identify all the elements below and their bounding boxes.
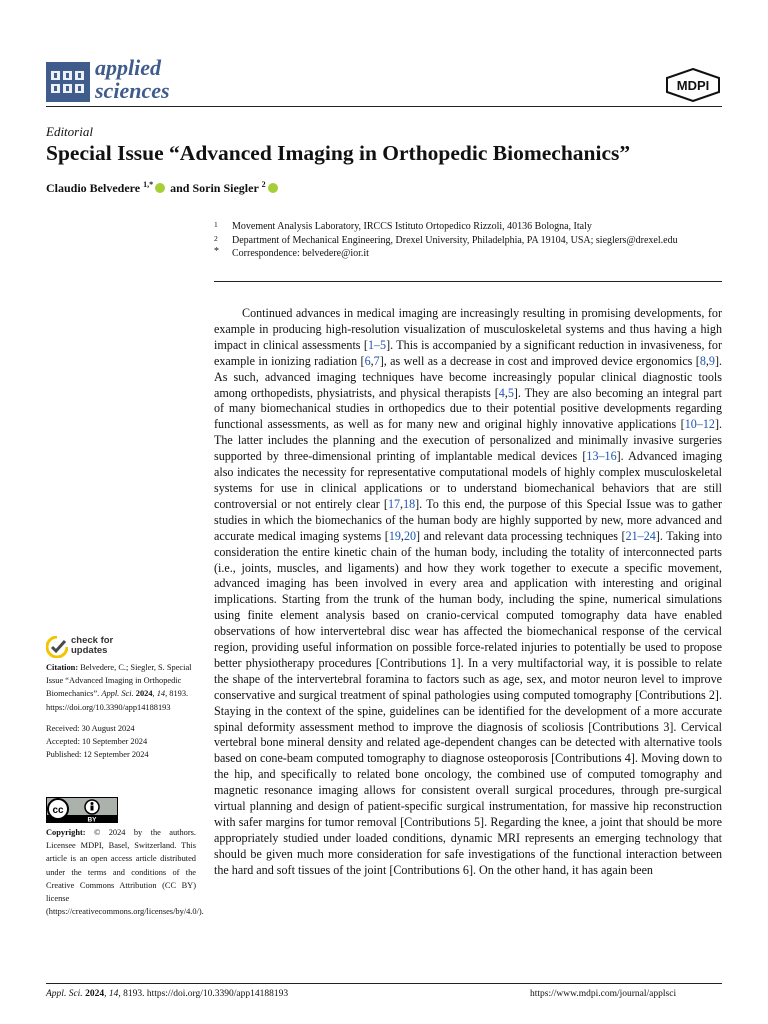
citation-doi[interactable]: , 8193. https://doi.org/10.3390/app14188193 xyxy=(46,689,189,712)
reference-link[interactable]: 20 xyxy=(403,528,417,543)
publisher-name: MDPI xyxy=(676,78,710,93)
header-divider xyxy=(46,106,722,107)
citation xyxy=(46,661,196,714)
affiliation-row xyxy=(214,220,734,234)
reference-link[interactable]: 17 xyxy=(387,496,401,511)
copyright-label: Copyright: xyxy=(46,828,86,837)
body-text-segment: ] and relevant data processing techniques [ xyxy=(416,528,626,543)
affiliation-mark: 1 xyxy=(214,220,218,229)
body-divider xyxy=(214,281,722,282)
body-text-segment: ]. As such, advanced imaging techniques have become increasingly popular clinical diagnostic tools among orthopedists, physiatrists, and physical therapists [ xyxy=(214,353,722,400)
article-title: Special Issue “Advanced Imaging in Orthopedic Biomechanics” xyxy=(46,141,631,165)
body-text-segment: ]. Taking into consideration the entire kinetic chain of the human body, including the totality of interconnected parts (i.e., joints, muscles, and ligaments) and how they work together to execute a specific movement, advanced imaging has been involved in every area and application with interesting and original implications. Starting from the trunk of the human body, including the spine, numerical simulations using finite element analysis based on cranio-cervical computed tomography data have enabled observations of how intervertebral disc wear has affected the biomechanical response of the cervical region, providing useful information on possible force-related injuries to potentially be used to propose better physiotherapy procedures [Contributions 1]. In a very multifactorial way, it is possible to relate the shape of the intervertebral foramina to factors such as age, sex, and motor neuron level to improve conservative and surgical treatment of spinal pathologies using computed tomography [Contributions 2]. Staying in the context of the spine, guidelines can be identified for the development of a more accurate spinal deformity assessment method to improve the diagnosis of scoliosis [Contributions 3]. Cervical vertebral bone mineral density and related age-dependent changes can be detected with alternative tools based on cone-beam computed tomography to diagnose osteoporosis [Contributions 4]. Moving down to the hip, and specifically to related bone oncology, the combined use of computed tomography and magnetic resonance imaging allows for consistent overall surgical procedures, through pre-surgical virtual planning and design of patient-specific surgical instrumentation, for massive hip reconstruction with safer margins for tumor removal [Contributions 5]. Regarding the knee, a joint that should be more appropriately studied under loaded conditions, dynamic MRI represents an emerging technology that should be given much more consideration for safe investigations of the functional interaction between the hard and soft tissues of the joint [Contributions 6]. On the other hand, it has again been xyxy=(214,528,723,877)
cc-label: BY xyxy=(87,816,97,823)
author-list xyxy=(46,180,280,196)
check-line: updates xyxy=(71,645,108,656)
affiliation-row xyxy=(214,234,734,248)
author-affiliation-mark: 1,* xyxy=(143,180,154,189)
reference-link[interactable]: 6 xyxy=(364,353,371,368)
citation-volume: , 14 xyxy=(152,689,166,699)
reference-link[interactable]: 21–24 xyxy=(625,528,656,543)
body-text-segment: , xyxy=(370,353,374,368)
footer-journal: Appl. Sci. xyxy=(46,989,83,999)
correspondence-text: Correspondence: belvedere@ior.it xyxy=(232,248,369,260)
cc-by-license-icon[interactable] xyxy=(46,797,118,823)
reference-link[interactable]: 5 xyxy=(507,385,514,400)
article-info-sidebar xyxy=(46,661,196,761)
body-text-segment: ]. Advanced imaging also indicates the necessity for representative computational models of highly complex musculoskeletal systems for use in clinical applications or to understand biomechanical behaviors that are still controversial or not entirely clear [ xyxy=(214,449,722,511)
orcid-icon[interactable] xyxy=(268,183,278,193)
body-text-segment: , xyxy=(504,385,508,400)
body-text-segment: , xyxy=(400,528,404,543)
journal-name-line1: applied xyxy=(95,55,161,80)
citation-journal: Appl. Sci. xyxy=(101,689,134,699)
author-name[interactable]: Claudio Belvedere xyxy=(46,181,141,195)
journal-name-line2: sciences xyxy=(95,78,170,103)
copyright-notice xyxy=(46,826,204,918)
reference-link[interactable]: 9 xyxy=(708,353,715,368)
body-text-segment: , xyxy=(400,496,404,511)
author-connector: and xyxy=(170,181,190,195)
body-text-segment: ]. To this end, the purpose of this Special Issue was to gather studies in which the biomechanics of the human body are highly supported by new, more advanced and accurate medical imaging systems [ xyxy=(214,496,722,543)
affiliation-text: Movement Analysis Laboratory, IRCCS Istituto Ortopedico Rizzoli, 40136 Bologna, Italy xyxy=(232,221,592,232)
reference-link[interactable]: 1–5 xyxy=(367,337,387,352)
accepted-date: Accepted: 10 September 2024 xyxy=(46,737,148,747)
check-for-updates-button[interactable] xyxy=(71,636,113,656)
footer-divider xyxy=(46,983,722,984)
svg-text:cc: cc xyxy=(52,805,64,816)
footer-doi[interactable]: , 8193. https://doi.org/10.3390/app14188193 xyxy=(118,989,289,999)
check-line: check for xyxy=(71,635,114,646)
received-date: Received: 30 August 2024 xyxy=(46,723,135,733)
reference-link[interactable]: 13–16 xyxy=(586,449,617,464)
orcid-icon[interactable] xyxy=(155,183,165,193)
journal-logo-icon xyxy=(46,62,90,102)
reference-link[interactable]: 7 xyxy=(373,353,380,368)
body-text-segment: Continued advances in medical imaging are increasingly resulting in promising developments, for example in producing high-resolution visualization of musculoskeletal systems and thus having a high impact in clinical assessments [ xyxy=(214,306,722,352)
published-date: Published: 12 September 2024 xyxy=(46,750,149,760)
body-text-segment: ]. They are also becoming an integral part of many biomechanical studies in orthopedics due to their potential positive developments regarding functional assessments, as well as for many new and original highly innovative applications [ xyxy=(214,385,722,432)
body-paragraph xyxy=(214,306,722,879)
body-text-segment: , xyxy=(705,353,709,368)
footer-journal-url[interactable]: https://www.mdpi.com/journal/applsci xyxy=(530,989,677,999)
article-type: Editorial xyxy=(46,124,93,139)
citation-label: Citation: xyxy=(46,663,79,672)
affiliation-row xyxy=(214,247,734,261)
affiliation-mark: * xyxy=(214,246,219,258)
body-text-segment: ]. This is accompanied by a significant reduction in invasiveness, for example in ionizing radiation [ xyxy=(214,337,722,368)
author-affiliation-mark: 2 xyxy=(261,180,266,189)
reference-link[interactable]: 18 xyxy=(403,496,416,511)
affiliation-mark: 2 xyxy=(214,233,218,243)
footer-volume: , 14 xyxy=(104,989,119,999)
reference-link[interactable]: 10–12 xyxy=(684,417,715,432)
reference-link[interactable]: 4 xyxy=(498,385,505,400)
copyright-text: © 2024 by the authors. Licensee MDPI, Basel, Switzerland. This article is an open access article distributed under the terms and conditions of the Creative Commons Attribution (CC BY) license (https://creativecommons.org/licenses/by/4.0/). xyxy=(46,828,204,917)
footer-citation xyxy=(46,989,288,999)
affiliations xyxy=(214,220,734,261)
affiliation-text: Department of Mechanical Engineering, Drexel University, Philadelphia, PA 19104, USA; sieglers@drexel.edu xyxy=(232,234,678,246)
check-for-updates-icon[interactable] xyxy=(46,636,68,658)
author-name[interactable]: Sorin Siegler xyxy=(192,181,259,195)
reference-link[interactable]: 19 xyxy=(388,528,401,543)
citation-text: Belvedere, C.; Siegler, S. Special Issue “Advanced Imaging in Orthopedic Biomechanics”. xyxy=(46,663,192,699)
footer-year: 2024 xyxy=(82,989,105,999)
body-text-segment: ], as well as a decrease in cost and improved device ergonomics [ xyxy=(379,353,700,368)
body-text-segment: ]. The latter includes the planning and the execution of personalized and minimally invasive surgeries supported by three-dimensional printing of implantable medical devices [ xyxy=(214,417,722,464)
journal-name xyxy=(95,56,255,102)
reference-link[interactable]: 8 xyxy=(699,353,706,368)
mdpi-logo[interactable] xyxy=(665,68,721,102)
citation-year: 2024 xyxy=(133,689,153,699)
